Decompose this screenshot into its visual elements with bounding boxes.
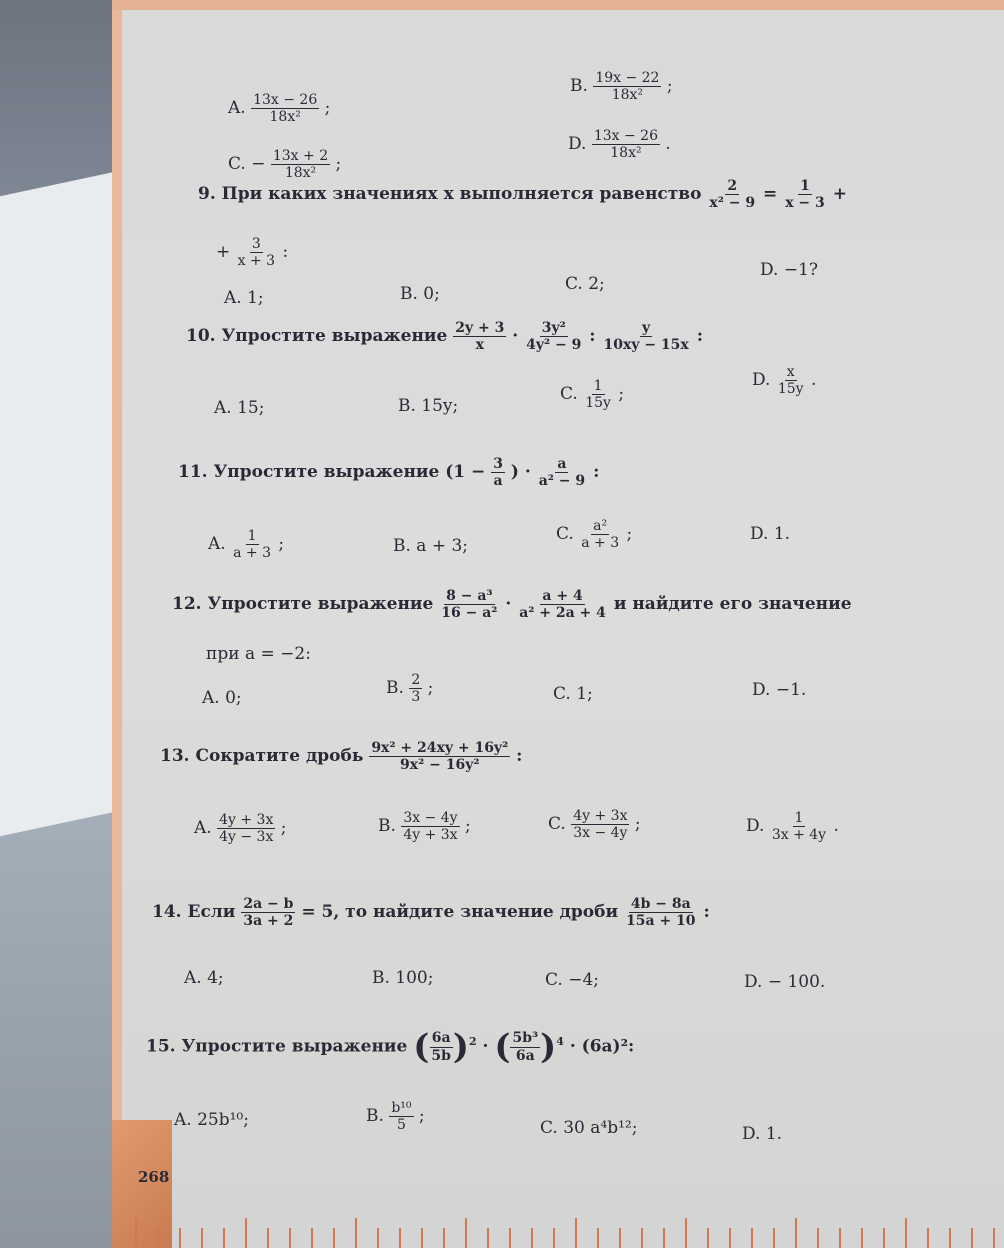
ruler-tick — [179, 1228, 181, 1248]
exponent: 2 — [468, 1034, 477, 1048]
q9-question — [198, 178, 847, 211]
ruler-tick — [883, 1228, 885, 1248]
q12-condition: при a = −2: — [206, 644, 311, 664]
colon-operator: : — [589, 326, 596, 347]
denominator: 18x² — [284, 165, 317, 182]
dot-operator: · — [482, 1036, 489, 1057]
q11-option-c — [556, 518, 632, 551]
ruler-tick — [223, 1228, 225, 1248]
question-text: 15. Упростите выражение — [146, 1036, 408, 1057]
q14-option-a: A. 4; — [184, 968, 224, 988]
question-text: 10. Упростите выражение — [186, 326, 448, 347]
fraction — [707, 178, 757, 211]
option-label: A. — [194, 818, 212, 839]
fraction — [770, 810, 828, 843]
option-label: C. — [548, 814, 566, 835]
open-paren: ( — [494, 1027, 511, 1067]
fraction — [271, 148, 330, 181]
option-label: D. — [752, 370, 771, 391]
ruler-tick — [949, 1228, 951, 1248]
numerator: 1 — [800, 178, 810, 194]
fraction — [592, 128, 660, 161]
q13-option-b — [378, 810, 471, 843]
denominator: 4y − 3x — [219, 829, 274, 846]
denominator: 10xy − 15x — [603, 337, 689, 354]
ruler-tick — [509, 1228, 511, 1248]
q10-question — [186, 320, 703, 353]
ruler-tick — [267, 1228, 269, 1248]
fraction — [389, 1100, 413, 1133]
numerator: 8 − a³ — [446, 588, 493, 604]
fraction — [439, 588, 499, 621]
fraction — [231, 528, 273, 561]
numerator: 13x − 26 — [253, 92, 318, 108]
equals-sign: = — [763, 184, 778, 205]
ruler-tick — [289, 1228, 291, 1248]
punct: . — [810, 370, 817, 391]
fraction — [583, 378, 613, 411]
question-text-continued: · (6a)²: — [569, 1036, 635, 1057]
plus-sign: + — [216, 242, 231, 263]
punct: ; — [278, 534, 285, 555]
fraction — [776, 364, 806, 397]
fraction — [217, 812, 275, 845]
q8-option-a — [228, 92, 330, 125]
punct: ; — [618, 384, 625, 405]
open-paren: (1 − — [445, 462, 486, 483]
ruler-decoration — [135, 1198, 1004, 1248]
q8-option-d — [568, 128, 671, 161]
denominator: 9x² − 16y² — [400, 757, 480, 774]
plus-sign: + — [832, 184, 847, 205]
q14-option-b: B. 100; — [372, 968, 434, 988]
numerator: 3x − 4y — [403, 810, 458, 826]
numerator: y — [642, 320, 651, 336]
numerator: 1 — [794, 810, 804, 826]
ruler-tick — [685, 1218, 687, 1248]
option-label: A. — [208, 534, 226, 555]
close-paren: ) — [540, 1027, 557, 1067]
option-label: C. — [556, 524, 574, 545]
dot-operator: · — [512, 326, 519, 347]
numerator: 2a − b — [243, 896, 294, 912]
close-paren: ) — [510, 462, 519, 483]
ruler-tick — [817, 1228, 819, 1248]
ruler-tick — [421, 1228, 423, 1248]
ruler-tick — [641, 1228, 643, 1248]
ruler-tick — [487, 1228, 489, 1248]
ruler-tick — [465, 1218, 467, 1248]
fraction — [491, 456, 505, 489]
denominator: 3x + 4y — [771, 827, 827, 844]
denominator: 4y² − 9 — [526, 337, 582, 354]
q15-question — [146, 1027, 635, 1067]
option-label: B. — [570, 76, 588, 97]
punct: ; — [666, 76, 673, 97]
question-text-continued: = 5, то найдите значение дроби — [301, 902, 619, 923]
q11-option-b: B. a + 3; — [393, 536, 469, 556]
fraction — [783, 178, 827, 211]
denominator: 5b — [431, 1047, 451, 1064]
fraction — [593, 70, 661, 103]
denominator: x + 3 — [237, 253, 276, 270]
question-text-continued: и найдите его значение — [613, 594, 852, 615]
denominator: a + 3 — [233, 545, 271, 562]
question-text: 12. Упростите выражение — [172, 594, 434, 615]
punct: : — [696, 326, 703, 347]
numerator: 2 — [727, 178, 738, 194]
fraction — [241, 896, 295, 929]
q15-option-c: C. 30 a⁴b¹²; — [540, 1118, 638, 1138]
q10-option-b: B. 15y; — [398, 396, 459, 416]
fraction — [369, 740, 510, 773]
numerator: b¹⁰ — [391, 1100, 412, 1116]
ruler-tick — [399, 1228, 401, 1248]
question-text: 9. При каких значениях x выполняется равенство — [198, 184, 702, 205]
denominator: a — [493, 473, 503, 490]
denominator: 3 — [411, 689, 421, 706]
q12-option-a: A. 0; — [202, 688, 242, 708]
option-label: D. — [568, 134, 587, 155]
dot-operator: · — [505, 594, 512, 615]
q9-option-b: B. 0; — [400, 284, 440, 304]
denominator: 15y — [585, 395, 611, 412]
q9-option-c: C. 2; — [565, 274, 605, 294]
numerator: 6a — [431, 1030, 451, 1047]
ruler-tick — [619, 1228, 621, 1248]
punct: : — [282, 242, 289, 263]
denominator: 15y — [777, 381, 804, 398]
ruler-tick — [553, 1228, 555, 1248]
q9-continuation — [216, 236, 288, 269]
question-text: 14. Если — [152, 902, 236, 923]
page-number: 268 — [138, 1168, 170, 1186]
ruler-tick — [377, 1228, 379, 1248]
numerator: 1 — [247, 528, 257, 544]
q13-question — [160, 740, 522, 773]
ruler-tick — [355, 1218, 357, 1248]
punct: ; — [626, 524, 633, 545]
close-paren: ) — [452, 1027, 469, 1067]
numerator: 4y + 3x — [219, 812, 274, 828]
denominator: 18x² — [611, 87, 644, 104]
numerator: 3y² — [541, 320, 566, 336]
open-paren: ( — [413, 1027, 430, 1067]
denominator: 4y + 3x — [403, 827, 458, 844]
fraction — [401, 810, 459, 843]
q9-option-a: A. 1; — [224, 288, 264, 308]
ruler-tick — [861, 1228, 863, 1248]
denominator: 3x − 4y — [573, 825, 628, 842]
numerator: 5b³ — [512, 1030, 539, 1047]
ruler-tick — [927, 1228, 929, 1248]
punct: . — [833, 816, 839, 837]
numerator: 19x − 22 — [595, 70, 660, 86]
ruler-tick — [333, 1228, 335, 1248]
fraction — [524, 320, 583, 353]
ruler-tick — [157, 1228, 159, 1248]
fraction — [453, 320, 506, 353]
numerator: 9x² + 24xy + 16y² — [371, 740, 509, 756]
denominator: 15a + 10 — [626, 913, 696, 930]
denominator: x² − 9 — [709, 195, 756, 212]
ruler-tick — [729, 1228, 731, 1248]
option-label: C. — [560, 384, 578, 405]
punct: ; — [464, 816, 471, 837]
fraction — [510, 1030, 540, 1063]
numerator: 13x + 2 — [272, 148, 329, 164]
denominator: 18x² — [610, 145, 642, 162]
ruler-tick — [751, 1228, 753, 1248]
dot-operator: · — [524, 462, 531, 483]
q10-option-d — [752, 364, 816, 397]
fraction — [601, 320, 690, 353]
fraction — [517, 588, 608, 621]
denominator: 6a — [515, 1047, 535, 1064]
q15-option-b — [366, 1100, 425, 1133]
fraction — [236, 236, 277, 269]
exponent: 4 — [556, 1034, 564, 1048]
ruler-tick — [663, 1228, 665, 1248]
q8-option-c — [228, 148, 341, 181]
fraction — [579, 518, 621, 551]
numerator: 2y + 3 — [455, 320, 505, 336]
denominator: 3a + 2 — [243, 913, 294, 930]
punct: . — [665, 134, 671, 155]
numerator: a + 4 — [542, 588, 583, 604]
fraction — [251, 92, 319, 125]
denominator: a² − 9 — [538, 473, 586, 490]
denominator: x − 3 — [785, 195, 825, 212]
ruler-tick — [707, 1228, 709, 1248]
numerator: 4b − 8a — [630, 896, 691, 912]
punct: ; — [324, 98, 331, 119]
q14-question — [152, 896, 710, 929]
denominator: x — [475, 337, 484, 354]
ruler-tick — [575, 1218, 577, 1248]
q15-option-d: D. 1. — [742, 1124, 783, 1144]
punct: ; — [634, 814, 641, 835]
ruler-tick — [839, 1228, 841, 1248]
q12-option-c: C. 1; — [553, 684, 593, 704]
option-label: B. — [366, 1106, 384, 1127]
ruler-tick — [905, 1218, 907, 1248]
ruler-tick — [245, 1218, 247, 1248]
q10-option-a: A. 15; — [214, 398, 265, 418]
option-label: D. — [746, 816, 765, 837]
fraction — [571, 808, 629, 841]
option-label: C. − — [228, 154, 266, 175]
denominator: a² + 2a + 4 — [519, 605, 606, 622]
punct: : — [516, 746, 523, 767]
punct: : — [593, 462, 600, 483]
punct: ; — [280, 818, 287, 839]
fraction — [537, 456, 587, 489]
denominator: a + 3 — [581, 535, 620, 552]
question-text: 13. Сократите дробь — [160, 746, 364, 767]
question-text: 11. Упростите выражение — [178, 462, 440, 483]
q8-option-b — [570, 70, 673, 103]
q12-option-d: D. −1. — [752, 680, 807, 700]
numerator: 3 — [251, 236, 261, 252]
fraction — [409, 672, 422, 705]
ruler-tick — [971, 1228, 973, 1248]
ruler-tick — [773, 1228, 775, 1248]
q15-option-a: A. 25b¹⁰; — [174, 1110, 249, 1130]
option-label: B. — [378, 816, 396, 837]
q13-option-c — [548, 808, 641, 841]
punct: ; — [335, 154, 342, 175]
ruler-tick — [135, 1218, 137, 1248]
fraction — [624, 896, 698, 929]
q11-question — [178, 456, 599, 489]
q9-option-d: D. −1? — [760, 260, 819, 280]
option-label: A. — [228, 98, 246, 119]
numerator: a — [557, 456, 567, 472]
ruler-tick — [443, 1228, 445, 1248]
q11-option-d: D. 1. — [750, 524, 791, 544]
q14-option-c: C. −4; — [545, 970, 599, 990]
denominator: 16 − a² — [441, 605, 498, 622]
numerator: 13x − 26 — [593, 128, 658, 144]
numerator: 2 — [411, 672, 421, 688]
q12-question — [172, 588, 852, 621]
q14-option-d: D. − 100. — [744, 972, 826, 992]
q12-option-b — [386, 672, 433, 705]
denominator: 18x² — [269, 109, 301, 126]
ruler-tick — [795, 1218, 797, 1248]
fraction — [429, 1030, 453, 1063]
q13-option-a — [194, 812, 286, 845]
option-label: B. — [386, 678, 404, 699]
punct: ; — [427, 678, 434, 699]
q10-option-c — [560, 378, 624, 411]
numerator: a² — [593, 518, 608, 534]
q11-option-a — [208, 528, 284, 561]
numerator: 4y + 3x — [573, 808, 628, 824]
ruler-tick — [993, 1228, 995, 1248]
ruler-tick — [531, 1228, 533, 1248]
denominator: 5 — [396, 1117, 406, 1134]
numerator: x — [786, 364, 795, 380]
q13-option-d — [746, 810, 839, 843]
numerator: 1 — [593, 378, 603, 394]
punct: : — [703, 902, 710, 923]
punct: ; — [418, 1106, 425, 1127]
ruler-tick — [201, 1228, 203, 1248]
ruler-tick — [597, 1228, 599, 1248]
numerator: 3 — [493, 456, 503, 472]
ruler-tick — [311, 1228, 313, 1248]
